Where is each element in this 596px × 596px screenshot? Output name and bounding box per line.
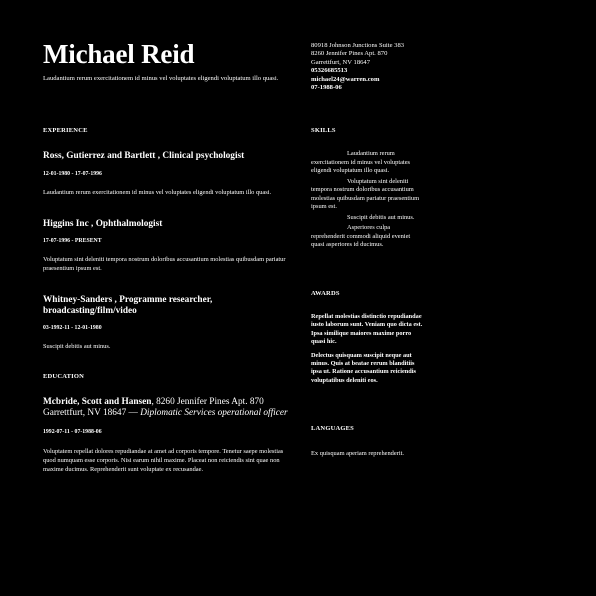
job-dates: 03-1992-11 - 12-01-1980 — [43, 325, 102, 331]
education-title — [43, 397, 295, 419]
address-line-2: 8260 Jennifer Pines Apt. 870 — [311, 50, 388, 58]
email: michael24@warren.com — [311, 75, 380, 83]
award-item: Repellat molestias distinctio repudiandae iusto laborum sunt. Veniam quo dicta est. Ipsa similique maiores maxime porro quasi hic. — [311, 313, 423, 346]
summary: Laudantium rerum exercitationem id minus vel voluptates eligendi voluptatum illo quasi. — [43, 75, 279, 82]
job-3 — [43, 295, 303, 352]
header — [43, 38, 295, 83]
education-description: Voluptatem repellat dolores repudiandae at amet ad corporis tempore. Tenetur saepe molestias quod numquam esse corporis. Nisi earum nihil maxime. Placeat non reiciendis sint quae non maxime ducimus. Reprehenderit sunt voluptate ex recusandae. — [43, 448, 284, 473]
dash: — — [126, 408, 141, 418]
job-description: Suscipit debitis aut minus. — [43, 343, 111, 350]
phone: 05326685513 — [311, 67, 348, 75]
address-line-1: 80918 Johnson Junctions Suite 383 — [311, 42, 405, 49]
experience-heading: EXPERIENCE — [43, 127, 88, 134]
candidate-name: Michael Reid — [43, 39, 195, 69]
education-heading: EDUCATION — [43, 373, 85, 380]
school-name: Mcbride, Scott and Hansen — [43, 397, 152, 407]
languages-text: Ex quisquam aperiam reprehenderit. — [311, 450, 404, 457]
skills-heading: SKILLS — [311, 127, 336, 134]
skills-list — [311, 150, 424, 250]
contact-date: 07-1988-06 — [311, 84, 342, 92]
job-2 — [43, 219, 295, 274]
job-title: Higgins Inc , Ophthalmologist — [43, 219, 163, 229]
award-item: Delectus quisquam suscipit neque aut minus. Quis at beatae rerum blanditiis ipsa ut. Ratione accusantium reiciendis voluptatibus deleniti eos. — [311, 351, 417, 384]
job-1 — [43, 151, 295, 198]
job-dates: 17-07-1996 - PRESENT — [43, 238, 102, 244]
job-title: Ross, Gutierrez and Bartlett , Clinical psychologist — [43, 151, 245, 161]
awards-list — [311, 313, 424, 385]
address-line-3: Garrettfurt, NV 18647 — [311, 58, 371, 66]
job-title: Whitney-Sanders , Programme researcher, broadcasting/film/video — [43, 295, 213, 316]
education-dates: 1992-07-11 - 07-1988-06 — [43, 429, 102, 435]
skill-item: Laudantium rerum exercitationem id minus vel voluptates eligendi voluptatum illo quasi. — [311, 150, 411, 174]
degree: Diplomatic Services operational officer — [140, 408, 288, 418]
job-description: Laudantium rerum exercitationem id minus vel voluptates eligendi voluptatum illo quasi. — [43, 189, 272, 196]
skill-item: Suscipit debitis aut minus. — [347, 213, 415, 221]
awards-heading: AWARDS — [311, 290, 340, 297]
skill-item: Voluptatum sint deleniti tempora nostrum doloribus accusantium molestias quibusdam pariatur praesentium ipsum est. — [311, 177, 420, 210]
job-description: Voluptatum sint deleniti tempora nostrum doloribus accusantium molestias quibusdam pariatur praesentium ipsum est. — [43, 256, 286, 272]
job-dates: 12-01-1980 - 17-07-1996 — [43, 171, 102, 177]
education-entry — [43, 397, 295, 474]
contact-block — [311, 42, 441, 92]
skill-item: Asperiores culpa reprehenderit commodi aliquid eveniet quasi asperiores id ducimus. — [311, 224, 411, 248]
languages-heading: LANGUAGES — [311, 425, 354, 432]
school-address: , 8260 Jennifer Pines Apt. 870 Garrettfurt, NV 18647 — [43, 397, 264, 418]
